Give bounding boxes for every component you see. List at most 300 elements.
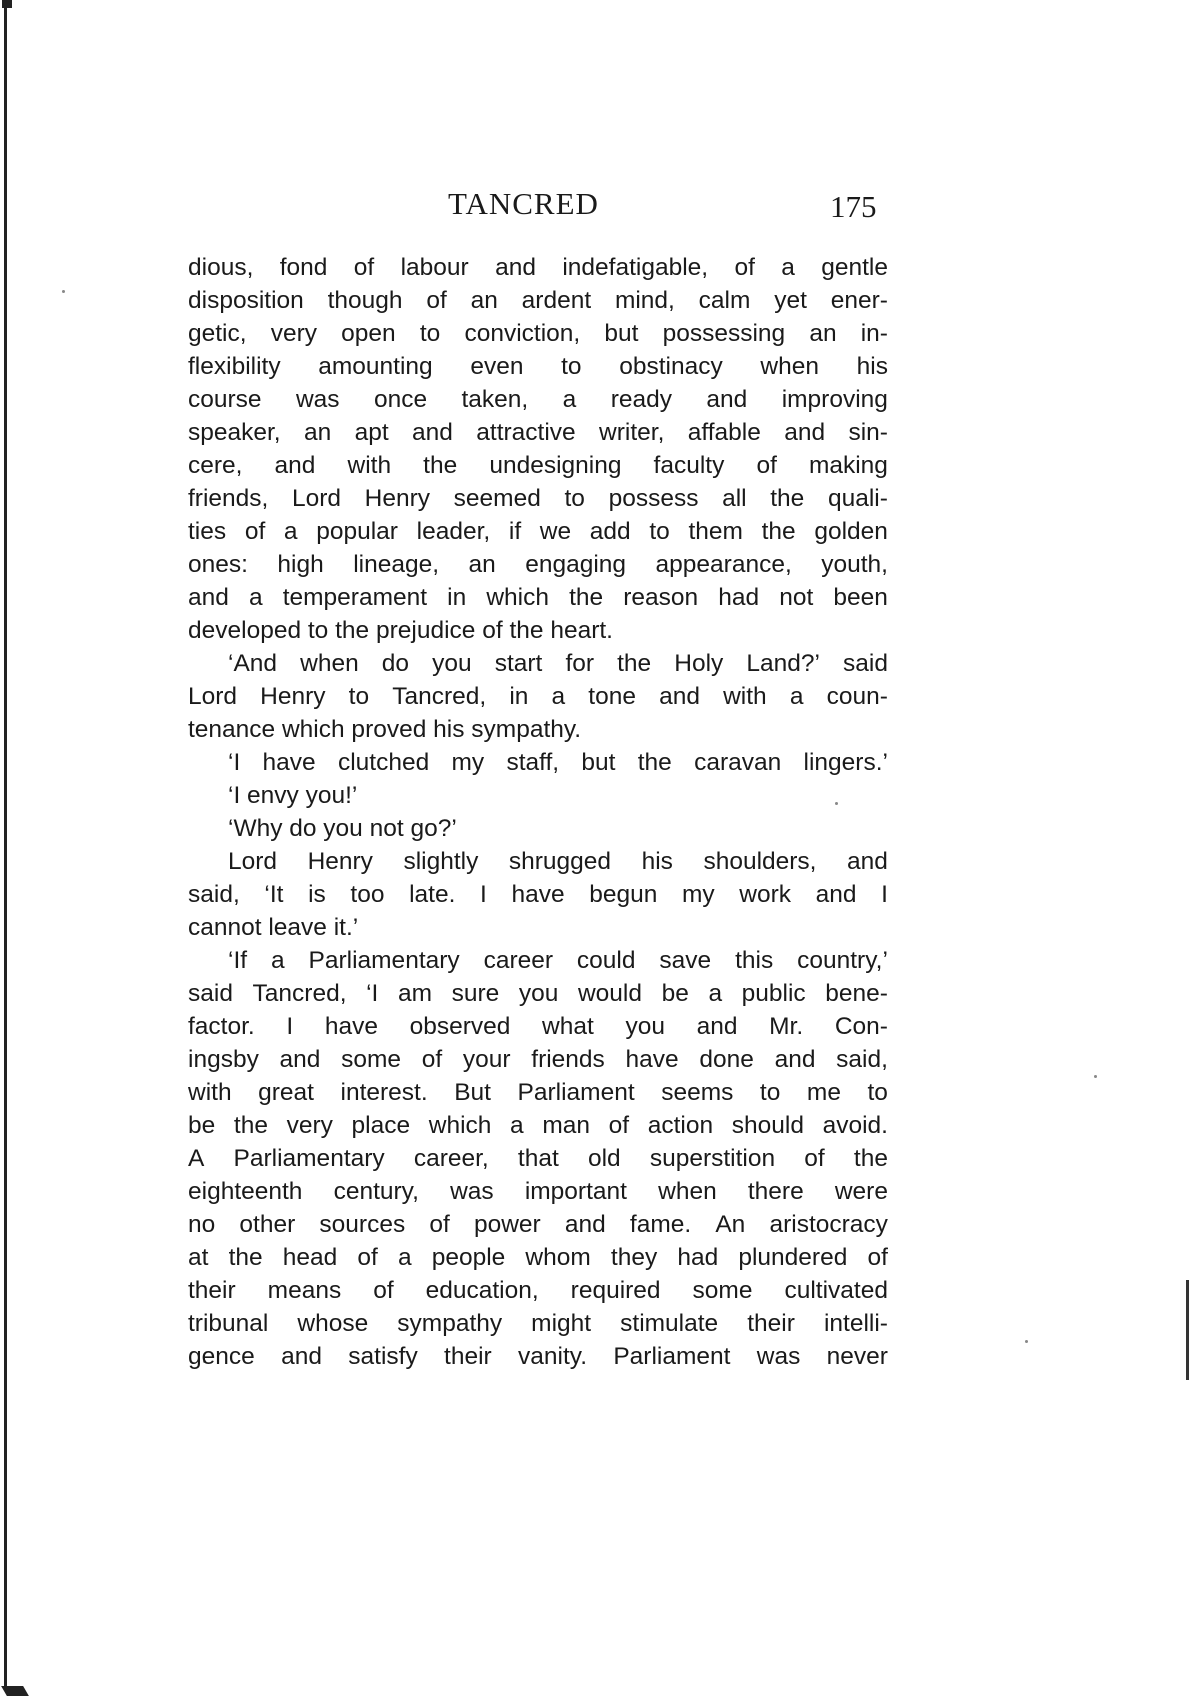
word: ones: [188, 551, 248, 578]
word: I [881, 881, 888, 908]
word: said [843, 650, 888, 677]
word: other [239, 1211, 296, 1238]
word: begun [589, 881, 658, 908]
text-line [188, 581, 888, 614]
word: my [682, 881, 715, 908]
word: satisfy [348, 1343, 418, 1370]
scan-edge-mark [1186, 1280, 1189, 1380]
word: gence [188, 1343, 255, 1370]
running-title: TANCRED [448, 186, 599, 221]
text-line [188, 482, 888, 515]
word: writer, [599, 419, 665, 446]
word: was [450, 1178, 494, 1205]
word: An [715, 1211, 746, 1238]
word: an [468, 551, 496, 578]
word: and [281, 1343, 322, 1370]
word: Tancred, [392, 683, 487, 710]
word: of [429, 1211, 450, 1238]
text-line [188, 1307, 888, 1340]
word: their [747, 1310, 795, 1337]
word: Lord [291, 485, 342, 512]
word: which [486, 584, 549, 611]
binding-edge-foot [1, 1686, 29, 1696]
text-line: ‘Why do you not go?’ [228, 815, 457, 842]
word: aristocracy [769, 1211, 888, 1238]
text-line: cannot leave it.’ [188, 914, 359, 941]
word: eighteenth [188, 1178, 303, 1205]
word: a [248, 584, 263, 611]
word: my [451, 749, 485, 776]
word: a [551, 683, 566, 710]
word: vanity. [518, 1343, 588, 1370]
word: flexibility [188, 353, 281, 380]
word: education, [425, 1277, 539, 1304]
word: ‘If [228, 947, 248, 974]
text-line [188, 1340, 888, 1373]
text-line [188, 416, 888, 449]
word: tribunal [188, 1310, 269, 1337]
word: said [188, 980, 233, 1007]
text-line [188, 515, 888, 548]
word: a [283, 518, 298, 545]
word: lineage, [353, 551, 440, 578]
word: of [734, 254, 755, 281]
word: interest. [340, 1079, 428, 1106]
word: which [428, 1112, 492, 1139]
word: be [661, 980, 689, 1007]
word: indefatigable, [562, 254, 709, 281]
word: a [789, 683, 804, 710]
word: in [447, 584, 467, 611]
word: with [723, 683, 767, 710]
word: were [834, 1178, 888, 1205]
word: slightly [403, 848, 479, 875]
word: required [570, 1277, 661, 1304]
word: you [625, 1013, 665, 1040]
text-line [188, 383, 888, 416]
word: very [270, 320, 318, 347]
word: to [759, 1079, 781, 1106]
word: possess [608, 485, 699, 512]
text-line [188, 1043, 888, 1076]
word: affable [687, 419, 761, 446]
word: undesigning [489, 452, 622, 479]
word: an [470, 287, 498, 314]
word: cultivated [784, 1277, 888, 1304]
word: Parliamentary [308, 947, 460, 974]
word: career [483, 947, 554, 974]
text-line [188, 317, 888, 350]
word: disposition [188, 287, 304, 314]
word: country,’ [797, 947, 888, 974]
word: public [741, 980, 806, 1007]
text-line [188, 1076, 888, 1109]
word: avoid. [822, 1112, 888, 1139]
word: leader, [416, 518, 491, 545]
word: appearance, [655, 551, 792, 578]
word: whom [525, 1244, 591, 1271]
word: yet [774, 287, 807, 314]
word: getic, [188, 320, 247, 347]
word: A [188, 1145, 205, 1172]
word: to [419, 320, 441, 347]
word: old [587, 1145, 621, 1172]
word: not [779, 584, 814, 611]
word: have [324, 1013, 378, 1040]
word: of [353, 254, 375, 281]
word: intelli- [823, 1310, 888, 1337]
word: the [637, 749, 672, 776]
word: Lord [188, 683, 238, 710]
word: add [589, 518, 631, 545]
word: Mr. [769, 1013, 804, 1040]
word: ‘It [264, 881, 284, 908]
word: when [658, 1178, 717, 1205]
word: what [542, 1013, 594, 1040]
word: ener- [830, 287, 888, 314]
word: them [688, 518, 743, 545]
word: seems [661, 1079, 734, 1106]
word: and [188, 584, 229, 611]
text-line [188, 845, 888, 878]
word: conviction, [464, 320, 581, 347]
word: their [444, 1343, 492, 1370]
word: the [569, 584, 604, 611]
word: the [617, 650, 652, 677]
word: and [774, 1046, 816, 1073]
word: mind, [614, 287, 675, 314]
word: ties [188, 518, 227, 545]
word: to [564, 485, 585, 512]
word: coun- [826, 683, 888, 710]
word: and [847, 848, 888, 875]
text-line [188, 647, 888, 680]
scan-speck [62, 290, 65, 293]
word: factor. [188, 1013, 255, 1040]
word: a [270, 947, 285, 974]
word: superstition [649, 1145, 776, 1172]
page-header [188, 186, 888, 230]
word: but [581, 749, 616, 776]
word: calm [698, 287, 751, 314]
word: late. [409, 881, 456, 908]
word: ardent [521, 287, 592, 314]
word: and [279, 1046, 321, 1073]
word: of [804, 1145, 825, 1172]
word: shoulders, [703, 848, 817, 875]
text-line [188, 1208, 888, 1241]
word: I [286, 1013, 294, 1040]
word: action [647, 1112, 714, 1139]
word: Parliament [517, 1079, 635, 1106]
word: is [308, 881, 326, 908]
word: sympathy [397, 1310, 503, 1337]
word: be [188, 1112, 216, 1139]
word: some [692, 1277, 753, 1304]
word: have [262, 749, 316, 776]
text-line [188, 746, 888, 779]
word: clutched [337, 749, 430, 776]
word: means [267, 1277, 342, 1304]
word: open [341, 320, 396, 347]
word: there [747, 1178, 804, 1205]
word: we [539, 518, 572, 545]
word: the [423, 452, 458, 479]
word: great [258, 1079, 314, 1106]
word: taken, [461, 386, 529, 413]
word: some [341, 1046, 402, 1073]
word: you [518, 980, 559, 1007]
word: popular [316, 518, 398, 545]
word: caravan [694, 749, 782, 776]
word: staff, [506, 749, 560, 776]
word: have [511, 881, 565, 908]
text-line [188, 350, 888, 383]
text-line: tenance which proved his sympathy. [188, 716, 582, 743]
word: of [244, 518, 266, 545]
word: and [659, 683, 700, 710]
word: Henry [260, 683, 326, 710]
word: man [542, 1112, 590, 1139]
word: said, [188, 881, 240, 908]
scan-speck [1094, 1075, 1097, 1078]
word: gentle [821, 254, 888, 281]
text-line [188, 944, 888, 977]
word: shrugged [508, 848, 612, 875]
word: Tancred, [252, 980, 347, 1007]
word: dious, [188, 254, 254, 281]
binding-edge [4, 0, 7, 1690]
body-text [188, 251, 888, 1373]
word: for [565, 650, 595, 677]
word: you [432, 650, 472, 677]
word: of [373, 1277, 394, 1304]
word: Land?’ [746, 650, 820, 677]
word: that [517, 1145, 559, 1172]
word: once [373, 386, 428, 413]
word: observed [409, 1013, 511, 1040]
text-line [188, 1241, 888, 1274]
scan-speck [1025, 1340, 1028, 1343]
word: fame. [629, 1211, 692, 1238]
word: at [188, 1244, 209, 1271]
word: a [510, 1112, 524, 1139]
word: to [348, 683, 370, 710]
text-line [188, 284, 888, 317]
word: when [760, 353, 819, 380]
text-line [188, 1142, 888, 1175]
word: of [426, 287, 447, 314]
word: and [696, 1013, 738, 1040]
word: attractive [476, 419, 576, 446]
word: ‘I [366, 980, 379, 1007]
word: high [277, 551, 324, 578]
word: Parliament [613, 1343, 731, 1370]
word: and [412, 419, 453, 446]
word: in- [860, 320, 888, 347]
word: the [853, 1145, 888, 1172]
word: Lord [228, 848, 278, 875]
word: of [756, 452, 777, 479]
word: a [708, 980, 723, 1007]
word: But [454, 1079, 491, 1106]
word: but [604, 320, 639, 347]
word: stimulate [620, 1310, 719, 1337]
word: I [480, 881, 487, 908]
word: an [303, 419, 332, 446]
word: even [470, 353, 524, 380]
text-line: ‘I envy you!’ [228, 782, 358, 809]
word: could [576, 947, 636, 974]
text-line [188, 977, 888, 1010]
text-line [188, 548, 888, 581]
word: tone [588, 683, 636, 710]
word: this [735, 947, 774, 974]
word: cere, [188, 452, 243, 479]
word: reason [623, 584, 699, 611]
word: century, [333, 1178, 419, 1205]
word: engaging [525, 551, 627, 578]
word: plundered [738, 1244, 848, 1271]
word: fond [279, 254, 328, 281]
word: should [731, 1112, 804, 1139]
word: was [756, 1343, 801, 1370]
word: Henry [364, 485, 431, 512]
text-line [188, 1274, 888, 1307]
word: Holy [674, 650, 724, 677]
word: of [867, 1244, 888, 1271]
word: do [381, 650, 410, 677]
word: was [295, 386, 340, 413]
word: their [188, 1277, 236, 1304]
word: to [649, 518, 670, 545]
word: sources [319, 1211, 406, 1238]
word: friends, [188, 485, 269, 512]
word: no [188, 1211, 216, 1238]
word: ‘I [228, 749, 241, 776]
word: though [327, 287, 403, 314]
word: power [473, 1211, 541, 1238]
word: speaker, [188, 419, 281, 446]
word: amounting [318, 353, 433, 380]
word: to [867, 1079, 888, 1106]
word: course [188, 386, 262, 413]
word: Con- [834, 1013, 888, 1040]
text-line: developed to the prejudice of the heart. [188, 617, 613, 644]
text-line [188, 1010, 888, 1043]
word: work [739, 881, 792, 908]
word: and [495, 254, 536, 281]
word: a [397, 1244, 412, 1271]
word: and [706, 386, 748, 413]
word: sin- [848, 419, 888, 446]
word: and [784, 419, 826, 446]
word: bene- [825, 980, 888, 1007]
word: never [826, 1343, 888, 1370]
word: said, [836, 1046, 888, 1073]
word: to [561, 353, 582, 380]
word: sure [451, 980, 500, 1007]
word: the [233, 1112, 268, 1139]
word: in [509, 683, 529, 710]
word: possessing [662, 320, 786, 347]
page-number: 175 [830, 189, 877, 224]
word: Henry [307, 848, 373, 875]
word: of [357, 1244, 378, 1271]
word: important [524, 1178, 627, 1205]
word: place [351, 1112, 411, 1139]
word: temperament [282, 584, 428, 611]
word: the [761, 518, 796, 545]
word: making [808, 452, 888, 479]
text-line [188, 680, 888, 713]
word: friends [531, 1046, 605, 1073]
text-line [188, 1175, 888, 1208]
word: been [833, 584, 888, 611]
word: would [577, 980, 642, 1007]
word: with [188, 1079, 232, 1106]
word: had [718, 584, 760, 611]
word: faculty [653, 452, 725, 479]
word: might [531, 1310, 592, 1337]
text-line [188, 449, 888, 482]
word: ready [610, 386, 672, 413]
word: a [781, 254, 795, 281]
word: if [508, 518, 522, 545]
word: the [228, 1244, 263, 1271]
word: the [770, 485, 805, 512]
word: quali- [827, 485, 888, 512]
word: and [274, 452, 316, 479]
word: me [806, 1079, 841, 1106]
word: labour [400, 254, 469, 281]
word: they [610, 1244, 658, 1271]
word: when [300, 650, 359, 677]
word: and [815, 881, 857, 908]
word: all [722, 485, 747, 512]
word: too [350, 881, 385, 908]
word: and [564, 1211, 606, 1238]
word: youth, [821, 551, 888, 578]
word: improving [781, 386, 888, 413]
word: your [462, 1046, 511, 1073]
word: people [431, 1244, 506, 1271]
text-line [188, 1109, 888, 1142]
word: an [809, 320, 837, 347]
text-line [188, 878, 888, 911]
word: Parliamentary [233, 1145, 385, 1172]
word: ‘And [228, 650, 278, 677]
word: a [562, 386, 577, 413]
word: obstinacy [619, 353, 723, 380]
word: start [494, 650, 543, 677]
word: very [286, 1112, 333, 1139]
word: have [625, 1046, 679, 1073]
word: his [856, 353, 888, 380]
word: with [347, 452, 392, 479]
word: whose [297, 1310, 369, 1337]
word: done [699, 1046, 754, 1073]
word: am [397, 980, 432, 1007]
word: apt [354, 419, 389, 446]
word: head [282, 1244, 338, 1271]
word: golden [814, 518, 888, 545]
word: of [421, 1046, 443, 1073]
word: career, [413, 1145, 489, 1172]
word: his [641, 848, 673, 875]
word: seemed [453, 485, 541, 512]
word: had [677, 1244, 719, 1271]
